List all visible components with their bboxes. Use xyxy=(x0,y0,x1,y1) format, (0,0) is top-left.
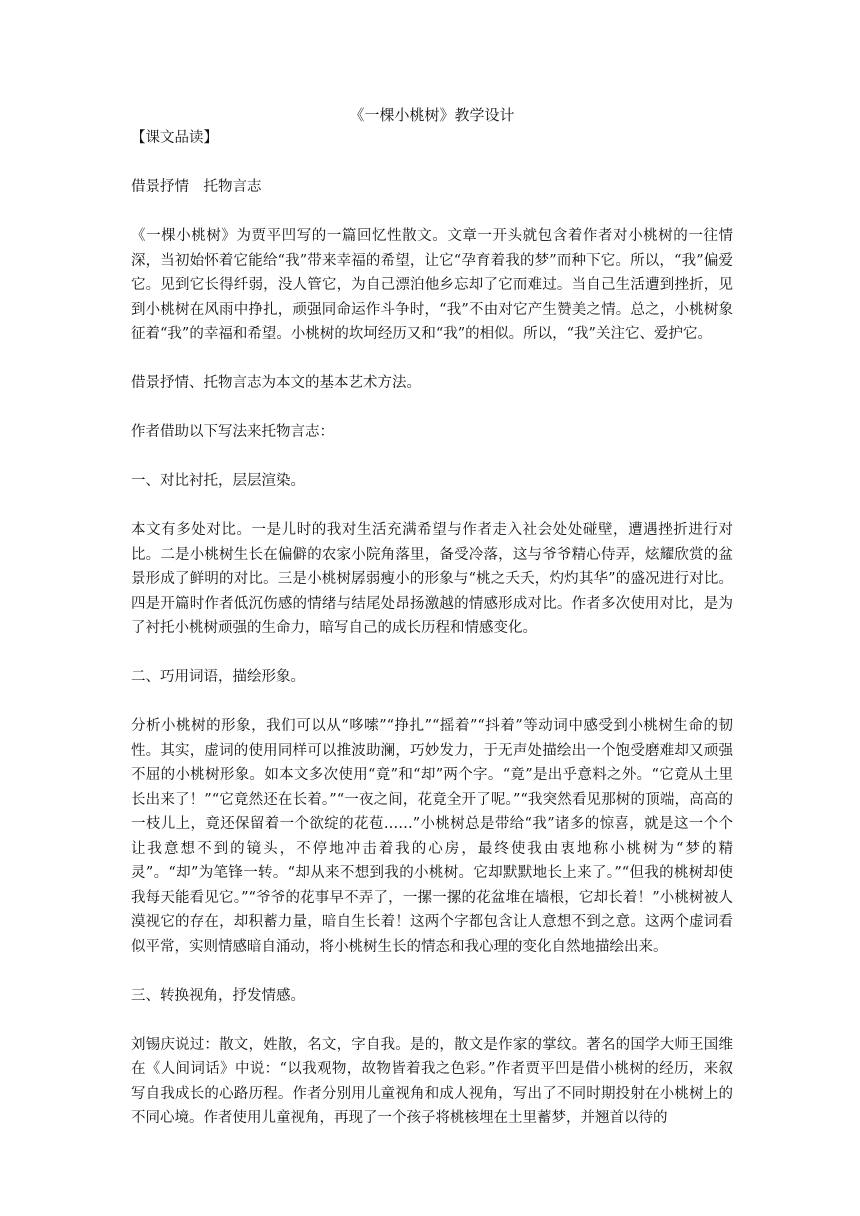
heading-one: 一、对比衬托，层层渲染。 xyxy=(131,473,305,489)
spacer xyxy=(131,959,733,984)
heading-three: 三、转换视角，抒发情感。 xyxy=(131,987,305,1004)
spacer xyxy=(131,396,733,421)
section-label: 【课文品读】 xyxy=(131,130,218,146)
spacer xyxy=(131,494,733,519)
paragraph-lead: 作者借助以下写法来托物言志： xyxy=(131,424,334,440)
paragraph-perspective: 刘锡庆说过：散文，姓散，名文，字自我。是的，散文是作家的掌纹。著名的国学大师王国维在《人间词话》中说：“以我观物，故物皆着我之色彩。”作者贾平凹是借小桃树的经历，来叙写自我成长的心路历程。作者分别用儿童视角和成人视角，写出了不同时期投射在小桃树上的不同心境。作者使用儿童视角，再现了一个孩子将桃核埋在土里蓄梦，并翘首以待的 xyxy=(131,1036,733,1126)
document-title: 《一棵小桃树》教学设计 xyxy=(349,106,515,124)
paragraph-method: 借景抒情、托物言志为本文的基本艺术方法。 xyxy=(131,375,421,391)
spacer xyxy=(131,347,733,372)
paragraph-contrast: 本文有多处对比。一是儿时的我对生活充满希望与作者走入社会处处碰壁，遭遇挫折进行对比。二是小桃树生长在偏僻的农家小院角落里，备受冷落，这与爷爷精心侍弄，炫耀欣赏的盆景形成了鲜明的对比。三是小桃树孱弱瘦小的形象与“桃之夭夭，灼灼其华”的盛况进行对比。四是开篇时作者低沉伤感的情绪与结尾处昂扬激越的情感形成对比。作者多次使用对比，是为了衬托小桃树顽强的生命力，暗写自己的成长历程和情感变化。 xyxy=(131,522,733,636)
paragraph-intro: 《一棵小桃树》为贾平凹写的一篇回忆性散文。文章一开头就包含着作者对小桃树的一往情深，当初始怀着它能给“我”带来幸福的希望，让它“孕育着我的梦”而种下它。所以，“我”偏爱它。见到它长得纤弱，没人管它，为自己漂泊他乡忘却了它而难过。当自己生活遭到挫折，见到小桃树在风雨中挣扎，顽强同命运作斗争时，“我”不由对它产生赞美之情。总之，小桃树象征着“我”的幸福和希望。小桃树的坎坷经历又和“我”的相似。所以，“我”关注它、爱护它。 xyxy=(131,228,733,342)
spacer xyxy=(131,200,733,225)
spacer xyxy=(131,641,733,666)
spacer xyxy=(131,690,733,715)
subtitle: 借景抒情 托物言志 xyxy=(131,179,262,195)
spacer xyxy=(131,445,733,470)
spacer xyxy=(131,151,733,176)
document-page xyxy=(131,104,733,1131)
heading-two: 二、巧用词语，描绘形象。 xyxy=(131,669,305,685)
spacer xyxy=(131,1008,733,1033)
paragraph-words: 分析小桃树的形象，我们可以从“哆嗦”“挣扎”“摇着”“抖着”等动词中感受到小桃树生命的韧性。其实，虚词的使用同样可以推波助澜，巧妙发力，于无声处描绘出一个饱受磨难却又顽强不屈的小桃树形象。如本文多次使用“竟”和“却”两个字。“竟”是出乎意料之外。“它竟从土里长出来了！”“它竟然还在长着。”“一夜之间，花竟全开了呢。”“我突然看见那树的顶端，高高的一枝儿上，竟还保留着一个欲绽的花苞……”小桃树总是带给“我”诸多的惊喜，就是这一个个让我意想不到的镜头，不停地冲击着我的心房，最终使我由衷地称小桃树为“梦的精灵”。“却”为笔锋一转。“却从来不想到我的小桃树。它却默默地长上来了。”“但我的桃树却使我每天能看见它。”“爷爷的花事早不弄了，一摞一摞的花盆堆在墙根，它却长着！”小桃树被人漠视它的存在，却积蓄力量，暗自生长着！这两个字都包含让人意想不到之意。这两个虚词看似平常，实则情感暗自涌动，将小桃树生长的情态和我心理的变化自然地描绘出来。 xyxy=(131,718,733,955)
